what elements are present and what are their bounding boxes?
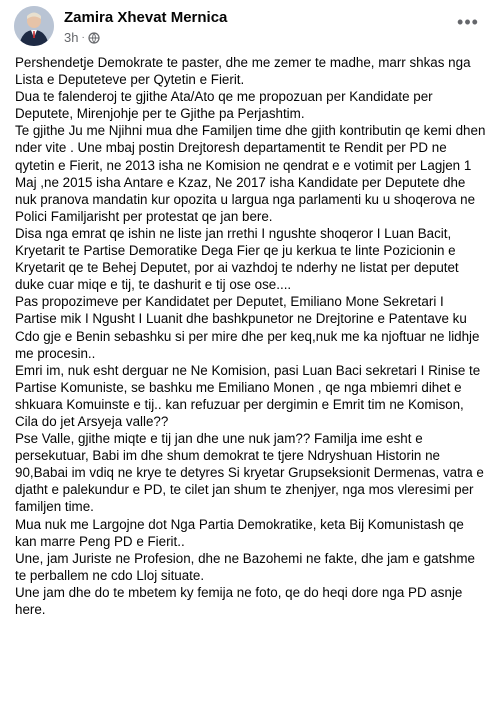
post-paragraph: Mua nuk me Largojne dot Nga Partia Demokratike, keta Bij Komunistash qe kan marre Peng PD e Fierit.. xyxy=(15,516,464,549)
post-paragraph: Une jam dhe do te mbetem ky femija ne foto, qe do heqi dore nga PD asnje here. xyxy=(15,584,463,617)
post-body xyxy=(0,54,496,618)
post-paragraph: Te gjithe Ju me Njihni mua dhe Familjen time dhe gjith kontributin qe kemi dhen nder vite . Une mbaj postin Drejtoresh departamentit te Rendit per PD ne qytetin e Fierit, ne 2013 isha ne Komision ne qendrat e e votimit per Lagjen 1 Maj ,ne 2015 isha Antare e Kzaz, Ne 2017 isha Kandidate per Deputete dhe nuk pranova mandatin kur opozita u largua nga parlamenti ku u shoqerova ne Polici Familjarisht per protestat qe jan bere. xyxy=(15,123,486,224)
post-paragraph: Emri im, nuk esht derguar ne Ne Komision, pasi Luan Baci sekretari I Rinise te Partise Komuniste, se bashku me Emiliano Monen , qe nga mbiemri dihet e shkuara Komuinste e tij.. kan refuzuar per dergimin e Emrit tim ne Komison, Cila do jet Arsyeja valle?? xyxy=(15,362,481,429)
author-name[interactable]: Zamira Xhevat Mernica xyxy=(64,9,228,26)
post-meta xyxy=(64,30,100,45)
globe-icon xyxy=(88,32,100,44)
post-paragraph: Pas propozimeve per Kandidatet per Deputet, Emiliano Mone Sekretari I Partise mik I Ngusht I Luanit dhe bashkpunetor ne Drejtorine e Patentave ku Cdo gje e Benin sebashku si per mire dhe per keq,nuk me ka njoftuar ne lidhje me procesin.. xyxy=(15,294,480,361)
post-paragraph: Une, jam Juriste ne Profesion, dhe ne Bazohemi ne fakte, dhe jam e gatshme te perballem ne cdo Lloj situate. xyxy=(15,550,476,583)
post-paragraph: Pse Valle, gjithe miqte e tij jan dhe une nuk jam?? Familja ime esht e persekutuar, Babi im dhe shum demokrat te tjere Ndryshuan Historin ne 90,Babai im vdiq ne krye te detyres Si kryetar Grupseksionit Dermenas, vatra e djatht e palekundur e PD, te cilet jan shum te zhenjyer, nga mos vleresimi per familjen time. xyxy=(15,431,484,515)
post-paragraph: Disa nga emrat qe ishin ne liste jan rrethi I ngushte shoqeror I Luan Bacit, Kryetarit te Partise Demoratike Dega Fier qe ju kerkua te linte Pozicionin e Kryetarit qe te Behej Deputet, por ai vazhdoj te nderhy ne listat per deputet duke cuar miqe e tij, te dashurit e tij ose ose.... xyxy=(15,225,459,293)
more-options-button[interactable] xyxy=(454,12,482,32)
ellipsis-icon: ••• xyxy=(457,11,479,32)
post-header xyxy=(0,0,496,54)
separator-dot: · xyxy=(81,32,85,43)
post-paragraph: Pershendetje Demokrate te paster, dhe me zemer te madhe, marr shkas nga Lista e Deputeteve per Qytetin e Fierit. xyxy=(15,55,471,88)
post-paragraph: Dua te falenderoj te gjithe Ata/Ato qe me propozuan per Kandidate per Deputete, Mirenjohje per te Gjithe pa Perjashtim. xyxy=(15,89,433,122)
author-avatar[interactable] xyxy=(14,6,54,46)
post-time[interactable]: 3h xyxy=(64,30,79,45)
